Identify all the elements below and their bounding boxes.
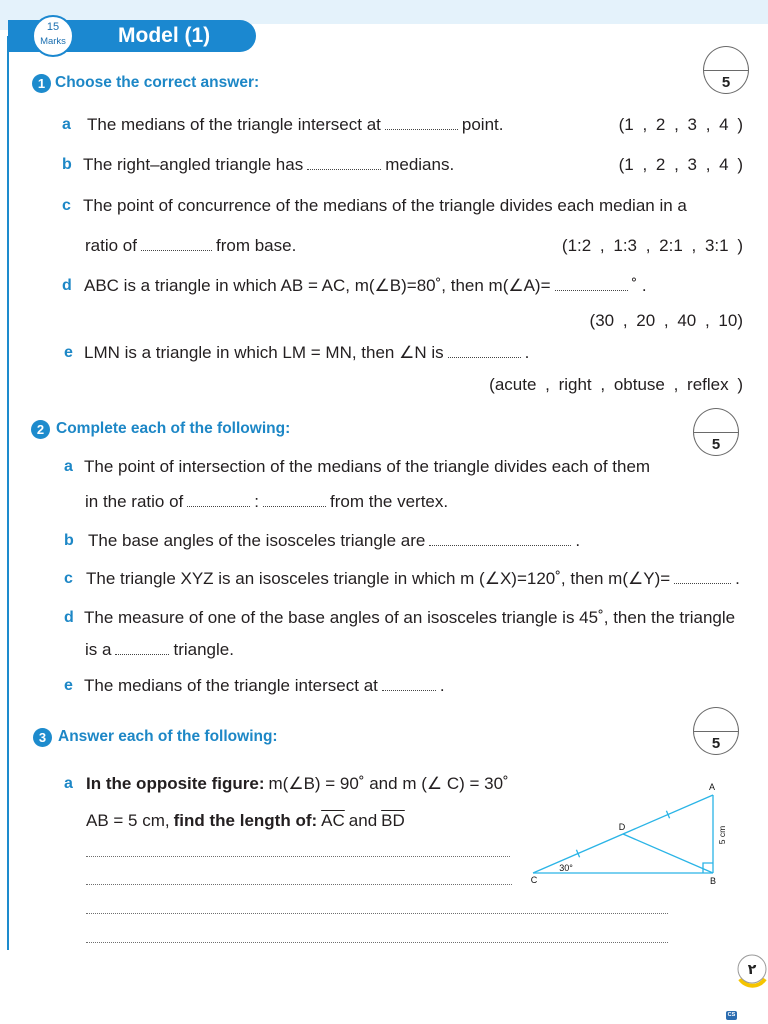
section-1-title: Choose the correct answer: — [55, 74, 260, 91]
question-1e — [84, 343, 529, 363]
total-marks-badge — [32, 15, 74, 57]
question-text-end: . — [524, 343, 530, 362]
item-letter-2a: a — [64, 458, 73, 475]
question-text: LMN is a triangle in which LM = MN, then ∠N is — [84, 343, 444, 362]
question-1d — [84, 276, 647, 296]
answer-blank — [115, 654, 169, 655]
options-1a: (1 , 2 , 3 , 4 ) — [618, 115, 743, 134]
question-2a-line-1: The point of intersection of the medians of the triangle divides each of them — [84, 457, 651, 476]
section-3-title: Answer each of the following: — [58, 728, 278, 745]
section-3-score: 5 — [711, 735, 721, 752]
section-2-score-circle — [693, 408, 739, 456]
section-2-number: 2 — [31, 420, 50, 439]
question-text: AB = 5 cm, — [86, 811, 170, 830]
question-2c — [86, 569, 740, 589]
question-text: m(∠B) = 90˚ and m (∠ C) = 30˚ — [268, 774, 509, 793]
answer-blank — [187, 506, 250, 507]
section-3-number: 3 — [33, 728, 52, 747]
vertex-label-c: C — [530, 875, 538, 885]
question-text-end: from base. — [215, 236, 297, 255]
options-1e: (acute , right , obtuse , reflex ) — [489, 375, 743, 394]
answer-blank — [385, 129, 458, 130]
options-1d: (30 , 20 , 40 , 10) — [589, 311, 743, 330]
answer-blank — [263, 506, 326, 507]
question-text: ratio of — [85, 236, 137, 255]
answer-blank — [555, 290, 628, 291]
section-1-score: 5 — [721, 74, 731, 91]
score-divider — [704, 70, 748, 71]
section-1-number: 1 — [32, 74, 51, 93]
answer-blank — [382, 690, 436, 691]
question-text-end: medians. — [385, 155, 455, 174]
angle-label-c: 30° — [559, 863, 573, 873]
left-edge-rule — [7, 36, 9, 950]
item-letter-1e: e — [64, 344, 73, 361]
segment-ac: $\overline{AC}$ — [321, 811, 345, 830]
question-1c-line-1: The point of concurrence of the medians of the triangle divides each median in a — [83, 196, 687, 215]
item-letter-1c: c — [62, 197, 71, 214]
scanner-logo: CS — [727, 1012, 736, 1018]
question-2d-line-1: The measure of one of the base angles of an isosceles triangle is 45˚, then the triangle — [84, 608, 736, 627]
question-1c-line-2 — [85, 236, 296, 256]
answer-blank — [307, 169, 381, 170]
question-2a-line-2 — [85, 492, 448, 512]
question-text: ABC is a triangle in which AB = AC, m(∠B)=80˚, then m(∠A)= — [84, 276, 551, 295]
question-2e — [84, 676, 445, 696]
item-letter-2e: e — [64, 677, 73, 694]
item-letter-2c: c — [64, 570, 73, 587]
question-3a-line-1 — [86, 774, 509, 794]
question-text-end: ˚ . — [631, 276, 647, 295]
item-letter-1d: d — [62, 277, 72, 294]
median-bd — [623, 834, 713, 873]
triangle-figure — [520, 775, 760, 890]
item-letter-2b: b — [64, 532, 74, 549]
section-2-title: Complete each of the following: — [56, 420, 291, 437]
answer-line — [86, 856, 510, 857]
page-title: Model (1) — [118, 24, 211, 47]
page-number-badge — [734, 952, 768, 996]
ratio-separator: : — [254, 492, 260, 511]
item-letter-3a: a — [64, 775, 73, 792]
question-1a — [87, 115, 503, 135]
vertex-label-d: D — [618, 822, 626, 832]
question-3a-line-2 — [86, 811, 405, 831]
question-2d-line-2 — [85, 640, 234, 660]
item-letter-2d: d — [64, 609, 74, 626]
question-text: The medians of the triangle intersect at — [87, 115, 381, 134]
question-text-end: point. — [461, 115, 504, 134]
answer-line — [86, 913, 668, 914]
answer-blank — [674, 583, 731, 584]
question-instruction: find the length of: — [173, 811, 318, 830]
question-text-end: . — [575, 531, 581, 550]
total-marks-label: Marks — [40, 36, 66, 47]
options-1b: (1 , 2 , 3 , 4 ) — [618, 155, 743, 174]
answer-blank — [429, 545, 571, 546]
item-letter-1b: b — [62, 156, 72, 173]
question-text-end: triangle. — [173, 640, 234, 659]
question-lead: In the opposite figure: — [86, 774, 265, 793]
question-text-end: . — [735, 569, 740, 588]
question-1b — [83, 155, 454, 175]
question-text-end: . — [439, 676, 445, 695]
score-divider — [694, 432, 738, 433]
question-text: The triangle XYZ is an isosceles triangle in which m (∠X)=120˚, then m(∠Y)= — [86, 569, 671, 588]
question-text: The right–angled triangle has — [83, 155, 304, 174]
section-1-score-circle — [703, 46, 749, 94]
page-number: ٢ — [747, 962, 757, 978]
section-2-score: 5 — [711, 436, 721, 453]
question-text: in the ratio of — [85, 492, 184, 511]
question-text-end: from the vertex. — [330, 492, 449, 511]
total-marks-value: 15 — [46, 21, 60, 33]
item-letter-1a: a — [62, 116, 71, 133]
options-1c: (1:2 , 1:3 , 2:1 , 3:1 ) — [561, 236, 743, 255]
segment-joiner: and — [348, 811, 378, 830]
answer-line — [86, 942, 668, 943]
question-text: is a — [85, 640, 112, 659]
side-label-ab: 5 cm — [717, 825, 727, 845]
question-text: The medians of the triangle intersect at — [84, 676, 378, 695]
score-divider — [694, 731, 738, 732]
question-2b — [88, 531, 580, 551]
vertex-label-a: A — [708, 782, 716, 792]
answer-line — [86, 884, 512, 885]
vertex-label-b: B — [709, 876, 717, 886]
segment-bd: $\overline{BD}$ — [381, 811, 405, 830]
answer-blank — [448, 357, 521, 358]
section-3-score-circle — [693, 707, 739, 755]
answer-blank — [141, 250, 212, 251]
question-text: The base angles of the isosceles triangle are — [88, 531, 426, 550]
